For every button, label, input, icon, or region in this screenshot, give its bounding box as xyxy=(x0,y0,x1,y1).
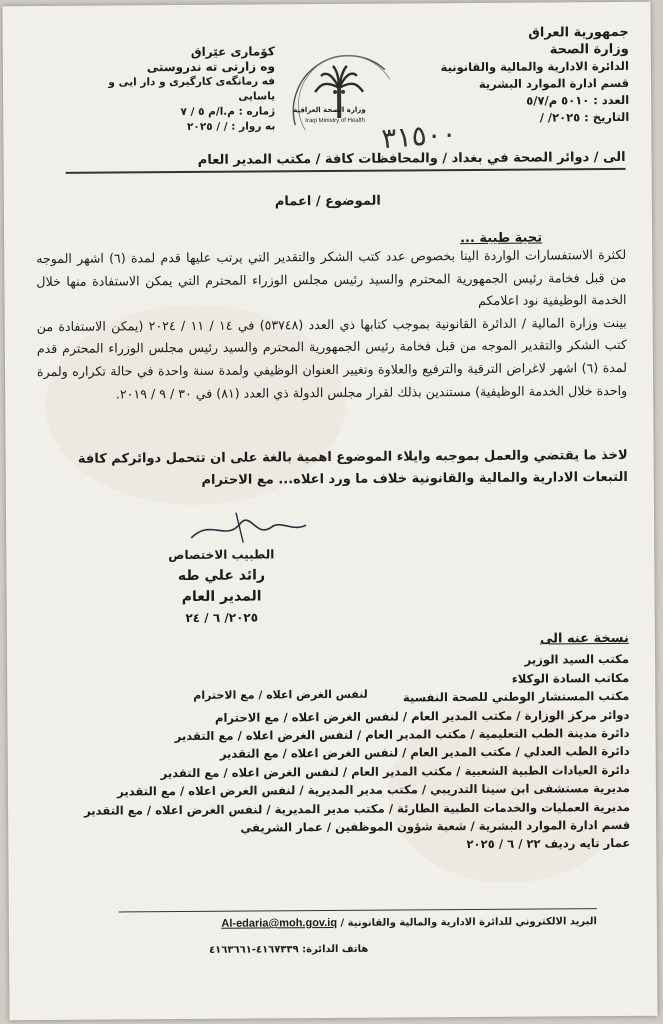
copy-item: دوائر مركز الوزارة / مكتب المدير العام / لنفس الغرض اعلاه / مع الاحترام xyxy=(214,707,630,725)
reference-number: العدد : ٥٠١٠ م/٥/٧ xyxy=(526,92,630,108)
copy-item: مديرية مستشفى ابن سينا التدريبي / مكتب مدير المديرية / لنفس الغرض اعلاه / مع التقدير xyxy=(117,781,630,799)
greeting: تحية طيبة ... xyxy=(459,230,543,247)
handwritten-number: ٣١٥٠٠ xyxy=(380,116,458,156)
body-paragraph: بينت وزارة المالية / الدائرة القانونية بموجب كتابها ذي العدد (٥٣٧٤٨) في ١٤ / ١١ / ٢٠٢٤ (يمكن الاستفادة من كتب الشكر والتقدير الموجه من قبل فخامة رئيس الجمهورية المحترم والسيد رئيس مجلس الوزراء المحترم قدم لمدة (٦) اشهر لاغراض الترقية والترفيع والعلاوة وتغيير العنوان الوظيفي ولمدة سنة واحدة في حالة تكراره ولمرة واحدة خلال الخدمة الوظيفية) مستندين بذلك لقرار مجلس الدولة ذي العدد (٨١) في ٣٠ / ٩ / ٢٠١٩. xyxy=(36,314,628,402)
instruction-paragraph: لاخذ ما يقتضي والعمل بموجبه وايلاء الموضوع اهمية بالغة على ان تتحمل دوائركم كافة التبعات الادارية والمالية والقانونية خلاف ما ورد اعلاه... مع الاحترام xyxy=(77,447,628,488)
copy-item: دائرة مدينة الطب التعليمية / مكتب المدير العام / لنفس الغرض اعلاه / مع التقدير xyxy=(174,725,630,744)
reference-number-kurdish: ژماره : م.ا/م ٥ / ٧ xyxy=(180,105,276,119)
copies-side-note: لنفس الغرض اعلاه / مع الاحترام xyxy=(193,687,368,702)
footer-divider xyxy=(119,908,597,912)
copies-list xyxy=(19,630,631,857)
ministry-name-kurdish: وه زارتی ته ندروستی xyxy=(146,59,275,75)
department-name-kurdish: فه رمانگه‌ی کارگیری و دار ایی و یاسایی xyxy=(108,75,276,103)
header-left xyxy=(75,44,276,135)
country-name-kurdish: كۆماری عێراق xyxy=(190,44,275,59)
header-right xyxy=(399,24,630,128)
recipient-line: الى / دوائر الصحة في بغداد / والمحافظات كافة / مكتب المدير العام xyxy=(66,150,626,174)
logo-english-name: Iraqi Ministry of Health xyxy=(305,117,365,125)
document-date-kurdish: به روار : / / ٢٠٢٥ xyxy=(186,120,276,133)
footer-phone: هاتف الدائرة: ٤١٦٧٣٣٩-٤١٦٣٦٦١ xyxy=(209,943,369,956)
ministry-name: وزارة الصحة xyxy=(549,41,629,58)
body-paragraph: لكثرة الاستفسارات الواردة الينا بخصوص عدد كتب الشكر والتقدير التي يرتب عليها قدم لمدة (٦) اشهر الموجه من قبل فخامة رئيس الجمهورية المحترم والسيد رئيس مجلس الوزراء المحترم التي يمكن الاستفادة منها خلال الخدمة الوظيفية نود اعلامكم xyxy=(36,246,627,309)
copy-item: قسم ادارة الموارد البشرية / شعبة شؤون الموظفين / عمار الشريفي xyxy=(240,817,631,835)
signature-block xyxy=(146,544,297,629)
copy-item: مكاتب السادة الوكلاء xyxy=(511,670,630,686)
letter-body xyxy=(36,244,627,406)
email-label: البريد الالكتروني للدائرة الادارية والمالية والقانونية / xyxy=(340,916,597,929)
copy-item: دائرة العيادات الطبية الشعبية / مكتب المدير العام / لنفس الغرض اعلاه / مع التقدير xyxy=(160,762,630,781)
document-date: التاريخ : ٢٠٢٥/ / xyxy=(539,109,630,125)
copies-heading: نسخة عنه الى xyxy=(539,630,629,647)
copy-item: دائرة الطب العدلي / مكتب المدير العام / لنفس الغرض اعلاه / مع التقدير xyxy=(219,744,630,762)
signatory-title: الطبيب الاختصاص xyxy=(168,547,275,563)
copy-item: مكتب السيد الوزير xyxy=(524,652,630,668)
footer xyxy=(119,908,597,930)
section-name: قسم ادارة الموارد البشرية xyxy=(478,75,630,91)
copy-item: مكتب المستشار الوطني للصحة النفسية xyxy=(402,689,630,705)
signature-scribble-icon xyxy=(181,507,311,548)
document-page xyxy=(2,2,657,1020)
department-name: الدائرة الادارية والمالية والقانونية xyxy=(440,58,629,75)
footer-email-row xyxy=(119,915,597,930)
subject-line: الموضوع / اعمام xyxy=(274,193,381,210)
copy-item: مديرية العمليات والخدمات الطبية الطارئة / مكتب مدير المديرية / لنفس الغرض اعلاه / مع التقدير xyxy=(84,799,631,818)
signatory-position: المدير العام xyxy=(181,588,262,606)
signature-date: ٢٠٢٥/ ٦ / ٢٤ xyxy=(185,610,259,626)
email-link[interactable]: Al-edaria@moh.gov.iq xyxy=(221,916,338,930)
country-name: جمهورية العراق xyxy=(528,24,629,41)
logo-arabic-name: وزارة الصحة العراقية xyxy=(293,105,366,115)
copy-item: عمار تايه رديف ٢٢ / ٦ / ٢٠٢٥ xyxy=(466,836,631,852)
signatory-name: رائد علي طه xyxy=(177,567,266,585)
